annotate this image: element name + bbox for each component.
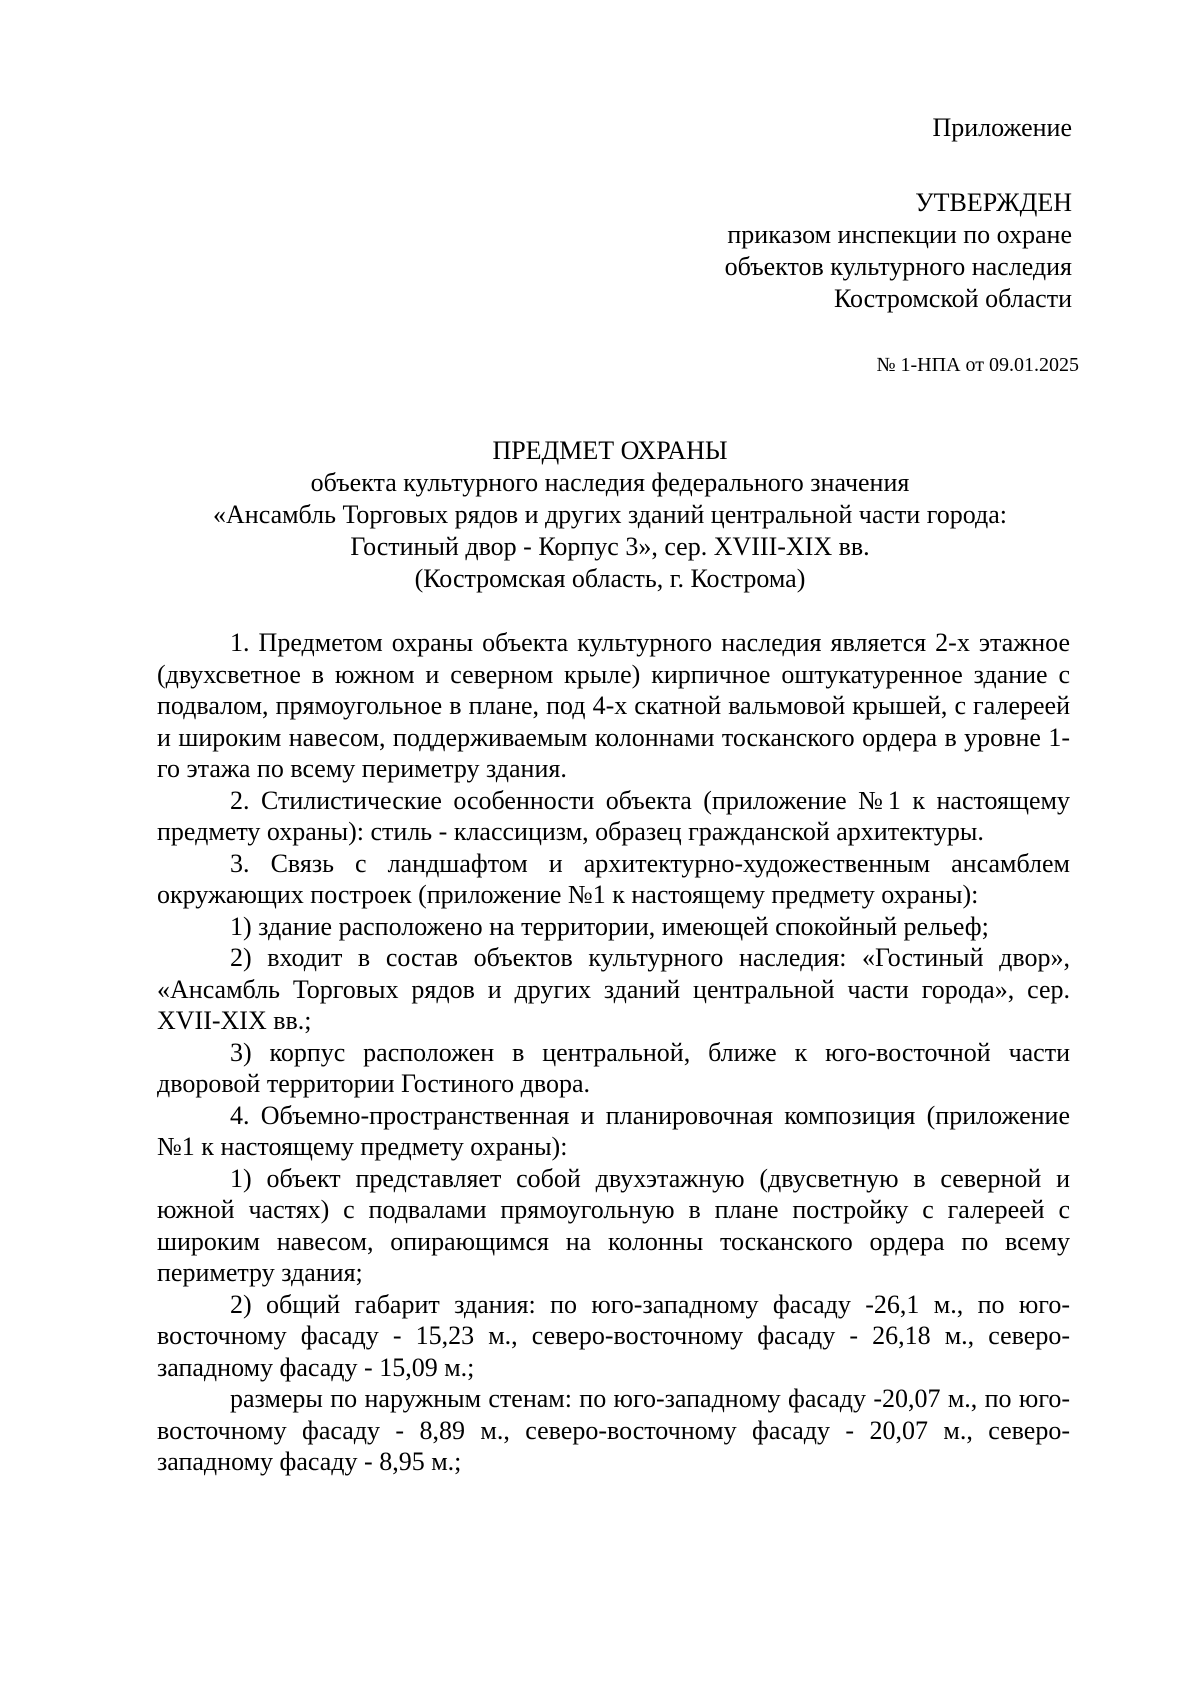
document-body — [157, 627, 1070, 1478]
paragraph: 4. Объемно-пространственная и планировочная композиция (приложение №1 к настоящему предмету охраны): — [157, 1100, 1070, 1161]
paragraph: 2) входит в состав объектов культурного наследия: «Гостиный двор», «Ансамбль Торговых рядов и других зданий центральной части города», сер. XVII-XIX вв.; — [157, 943, 1070, 1035]
paragraph: 3. Связь с ландшафтом и архитектурно-художественным ансамблем окружающих построек (приложение №1 к настоящему предмету охраны): — [157, 848, 1070, 909]
title-line: (Костромская область, г. Кострома) — [414, 564, 806, 593]
order-number: № 1-НПА от 09.01.2025 — [876, 354, 1079, 376]
title-line: Гостиный двор - Корпус 3», сер. XVIII-XIX вв. — [350, 532, 870, 561]
paragraph: 3) корпус расположен в центральной, ближе к юго-восточной части дворовой территории Гостиного двора. — [157, 1037, 1070, 1098]
approval-block — [725, 187, 1072, 315]
paragraph: 2. Стилистические особенности объекта (приложение №1 к настоящему предмету охраны): стиль - классицизм, образец гражданской архитектуры. — [157, 785, 1070, 846]
paragraph: 1) объект представляет собой двухэтажную (двусветную в северной и южной частях) с подвалами прямоугольную в плане постройку с галереей с широким навесом, опирающимся на колонны тосканского ордера по всему периметру здания; — [157, 1163, 1070, 1287]
approved-line: объектов культурного наследия — [724, 252, 1072, 281]
document-title — [150, 435, 1070, 595]
title-line: объекта культурного наследия федерального значения — [310, 468, 910, 497]
paragraph: 2) общий габарит здания: по юго-западному фасаду -26,1 м., по юго-восточному фасаду - 15,23 м., северо-восточному фасаду - 26,18 м., северо-западному фасаду - 15,09 м.; — [157, 1289, 1070, 1382]
title-line: «Ансамбль Торговых рядов и других зданий центральной части города: — [213, 500, 1007, 529]
approved-heading: УТВЕРЖДЕН — [915, 188, 1072, 217]
approved-line: приказом инспекции по охране — [727, 220, 1072, 249]
paragraph: 1) здание расположено на территории, имеющей спокойный рельеф; — [230, 911, 989, 941]
paragraph: размеры по наружным стенам: по юго-западному фасаду -20,07 м., по юго-восточному фасаду - 8,89 м., северо-восточному фасаду - 20,07 м., северо-западному фасаду - 8,95 м.; — [157, 1384, 1070, 1476]
title-heading: ПРЕДМЕТ ОХРАНЫ — [492, 436, 728, 465]
paragraph: 1. Предметом охраны объекта культурного наследия является 2-х этажное (двухсветное в южном и северном крыле) кирпичное оштукатуренное здание с подвалом, прямоугольное в плане, под 4-х скатной вальмовой крышей, с галереей и широким навесом, поддерживаемым колоннами тосканского ордера в уровне 1-го этажа по всему периметру здания. — [157, 628, 1070, 783]
appendix-label: Приложение — [932, 113, 1072, 142]
approved-line: Костромской области — [833, 284, 1072, 313]
